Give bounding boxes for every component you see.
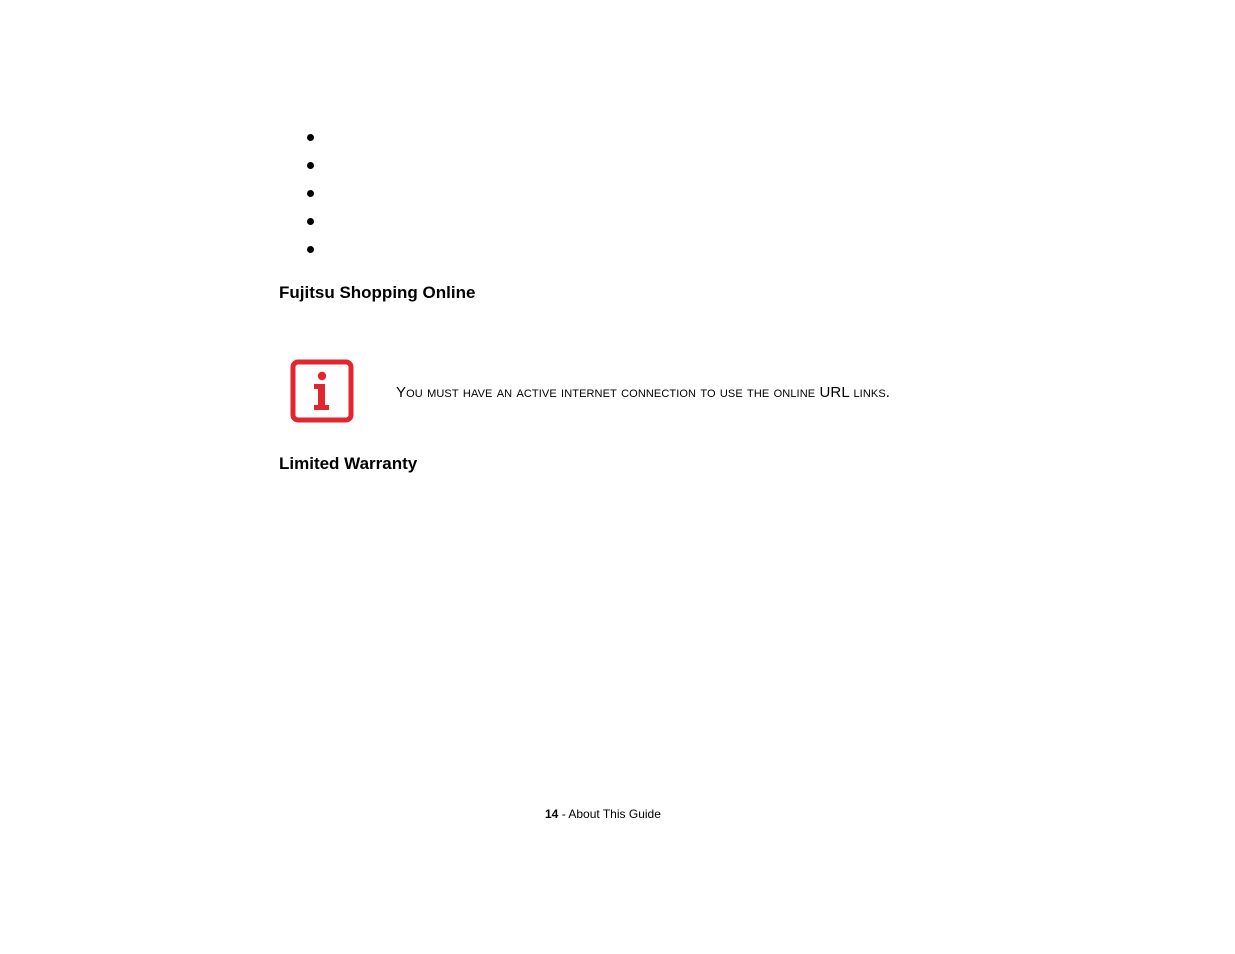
list-item	[300, 210, 320, 238]
footer-section-title: About This Guide	[568, 807, 661, 821]
list-item	[300, 126, 320, 154]
list-item	[300, 154, 320, 182]
bullet-dot	[307, 162, 314, 169]
list-item	[300, 238, 320, 266]
bullet-list	[300, 126, 320, 266]
bullet-dot	[307, 218, 314, 225]
info-icon	[290, 359, 355, 424]
section-heading-shopping: Fujitsu Shopping Online	[279, 283, 476, 302]
page-footer	[545, 806, 661, 822]
page-number: 14	[545, 807, 559, 821]
section-heading-warranty: Limited Warranty	[279, 454, 418, 473]
list-item	[300, 182, 320, 210]
footer-separator: -	[558, 807, 569, 821]
bullet-dot	[307, 246, 314, 253]
bullet-dot	[307, 190, 314, 197]
note-text: You must have an active internet connection to use the online URL links.	[396, 384, 891, 401]
bullet-dot	[307, 134, 314, 141]
